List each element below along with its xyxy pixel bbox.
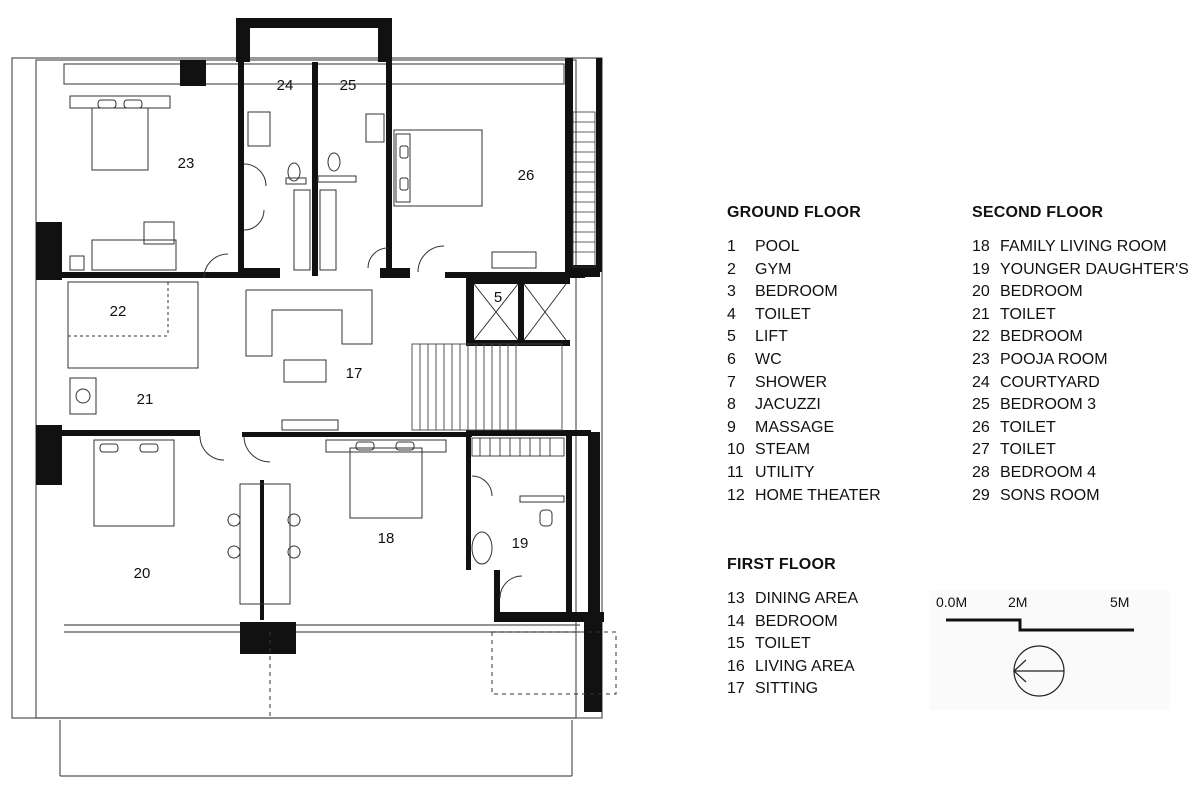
legend-item: 3 BEDROOM [727,283,838,301]
room-label-17: 17 [345,365,363,382]
legend-second-floor [972,204,1189,507]
room-label-20: 20 [133,565,151,582]
room-label-18: 18 [377,530,395,547]
room-label-22: 22 [109,303,127,320]
legend-item: 5 LIFT [727,328,788,346]
legend-item: 9 MASSAGE [727,418,835,436]
legend-first-floor [727,556,858,701]
legend-item: 13 DINING AREA [727,590,859,607]
legend-item: 16 LIVING AREA [727,657,855,675]
room-label-23: 23 [177,155,195,172]
scale-label-2: 2M [1008,594,1028,610]
legend-item: 26 TOILET [972,418,1056,436]
room-label-5: 5 [493,289,503,306]
legend-item: 1 POOL [727,238,800,255]
legend-item: 23 POOJA ROOM [972,350,1108,368]
legend-item: 20 BEDROOM [972,283,1083,301]
legend-item: 11 UTILITY [727,463,815,481]
legend-item: 6 WC [727,350,782,368]
legend-first-list [727,588,858,701]
legend-item: 22 BEDROOM [972,328,1083,346]
legend-item: 4 TOILET [727,305,811,323]
legend-item: 7 SHOWER [727,373,827,391]
courtyard-top [236,18,392,62]
scale-label-0: 0.0M [936,594,968,610]
legend-ground-list [727,236,881,507]
legend-first-title: FIRST FLOOR [727,556,836,573]
legend-item: 21 TOILET [972,305,1056,323]
legend-second-title: SECOND FLOOR [972,204,1104,221]
legend-item: 2 GYM [727,260,792,278]
outer-outline [12,58,602,776]
legend-item: 24 COURTYARD [972,373,1100,391]
legend-item: 17 SITTING [727,680,819,698]
room-label-21: 21 [136,391,154,408]
legend-item: 27 TOILET [972,441,1056,459]
legend-item: 15 TOILET [727,635,811,653]
legend-item: 25 BEDROOM 3 [972,396,1097,414]
legend-item: 19 YOUNGER DAUGHTER'S [972,260,1189,278]
scale-label-5: 5M [1110,594,1130,610]
legend-item: 8 JACUZZI [727,396,821,414]
room-label-24: 24 [276,77,294,94]
walls [36,58,604,712]
room-label-25: 25 [339,77,357,94]
legend-item: 29 SONS ROOM [972,486,1100,504]
north-arrow-icon [1010,642,1068,700]
legend-item: 28 BEDROOM 4 [972,463,1097,481]
legend-item: 10 STEAM [727,441,811,459]
scale-bar [940,612,1140,636]
legend-second-list [972,236,1189,507]
room-label-19: 19 [511,535,529,552]
staircase [412,344,562,430]
wardrobe-19 [472,438,564,456]
legend-item: 18 FAMILY LIVING ROOM [972,238,1167,255]
legend-item: 12 HOME THEATER [727,486,881,504]
legend-ground-title: GROUND FLOOR [727,204,861,221]
legend-ground-floor [727,204,881,507]
room-label-26: 26 [517,167,535,184]
legend-item: 14 BEDROOM [727,612,838,630]
